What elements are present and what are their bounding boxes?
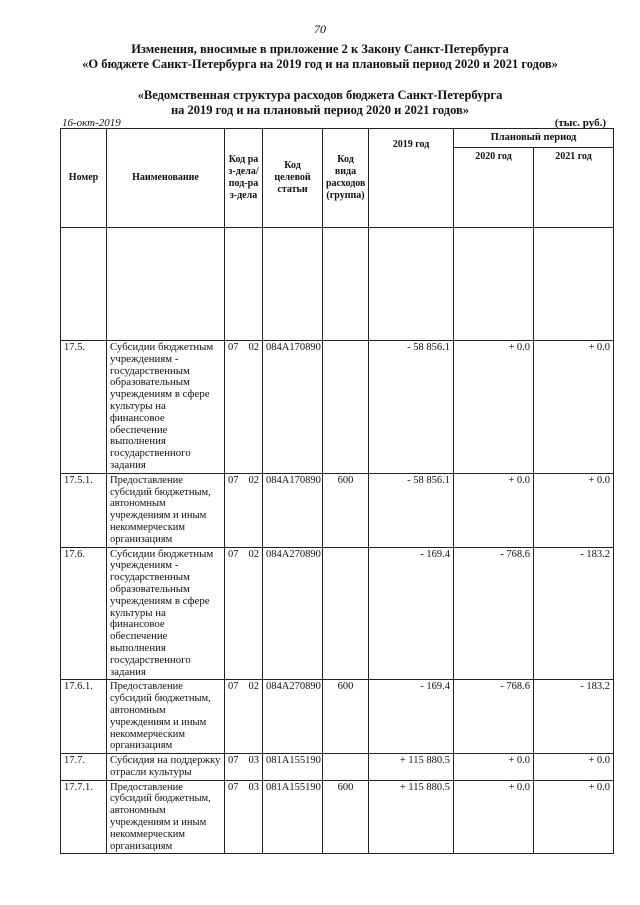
document-subtitle [0,88,640,118]
row-target-code: 084А270890 [263,680,323,754]
title-line-1: Изменения, вносимые в приложение 2 к Закону Санкт-Петербурга [131,42,509,56]
table-row [61,680,614,754]
row-value-2019: - 169.4 [369,680,454,754]
table-spacer-row [61,228,614,341]
row-podrazdel: 03 [248,755,259,767]
row-value-2020: + 0.0 [454,780,534,854]
row-number: 17.7.1. [61,780,107,854]
row-expense-type: 600 [323,680,369,754]
row-section-code [225,547,263,680]
row-value-2019: - 58 856.1 [369,473,454,547]
row-value-2021: + 0.0 [534,754,614,781]
row-number: 17.6.1. [61,680,107,754]
row-razdel: 07 [228,342,239,353]
page-number: 70 [314,22,326,36]
document-date: 16-окт-2019 [62,117,121,129]
row-number: 17.5. [61,341,107,474]
row-name: Субсидии бюджетным учреждениям - государственным образовательным учреждениям в сфере культуры на финансовое обеспечение выполнения государственного задания [107,547,225,680]
table-row [61,754,614,781]
row-razdel: 07 [228,474,239,486]
row-number: 17.5.1. [61,473,107,547]
row-value-2020: - 768.6 [454,547,534,680]
row-value-2020: + 0.0 [454,754,534,781]
row-number: 17.7. [61,754,107,781]
row-razdel: 07 [228,681,239,693]
row-podrazdel: 02 [248,548,259,560]
header-number: Номер [61,129,107,228]
row-target-code: 081А155190 [263,754,323,781]
budget-table [60,128,614,854]
row-section-code [225,473,263,547]
header-section-code: Код раз-дела/ под-раз-дела [225,129,263,228]
header-name: Наименование [107,129,225,228]
header-year-2021: 2021 год [534,148,614,228]
row-expense-type: 600 [323,473,369,547]
row-value-2021: + 0.0 [534,780,614,854]
table-row [61,780,614,854]
row-value-2019: + 115 880.5 [369,754,454,781]
header-expense-type: Код вида расходов (группа) [323,129,369,228]
document-title [0,42,640,72]
row-target-code: 084А170890 [263,341,323,474]
row-name: Субсидия на поддержку отрасли культуры [107,754,225,781]
row-value-2021: - 183.2 [534,547,614,680]
row-section-code [225,341,263,474]
row-name: Предоставление субсидий бюджетным, автономным учреждениям и иным некоммерческим организациям [107,473,225,547]
row-value-2021: + 0.0 [534,473,614,547]
subtitle-line-2: на 2019 год и на плановый период 2020 и 2021 годов» [170,103,470,117]
header-year-2020: 2020 год [454,148,534,228]
header-year-2019: 2019 год [369,129,454,228]
row-expense-type: 600 [323,780,369,854]
subtitle-line-1: «Ведомственная структура расходов бюджета Санкт-Петербурга [137,88,503,102]
header-plan-period: Плановый период [454,129,614,148]
row-value-2021: + 0.0 [534,341,614,474]
table-body [61,228,614,854]
row-podrazdel: 02 [248,474,259,486]
row-value-2020: + 0.0 [454,473,534,547]
row-value-2019: - 58 856.1 [369,341,454,474]
row-expense-type [323,341,369,474]
row-expense-type [323,754,369,781]
row-podrazdel: 03 [248,781,259,793]
row-section-code [225,780,263,854]
row-expense-type [323,547,369,680]
row-razdel: 07 [228,755,239,767]
row-value-2020: + 0.0 [454,341,534,474]
row-section-code [225,754,263,781]
table-row [61,547,614,680]
row-number: 17.6. [61,547,107,680]
table-row [61,473,614,547]
units-label: (тыс. руб.) [554,117,606,129]
row-name: Предоставление субсидий бюджетным, автономным учреждениям и иным некоммерческим организациям [107,680,225,754]
header-target-code: Код целевой статьи [263,129,323,228]
row-razdel: 07 [228,781,239,793]
row-target-code: 081А155190 [263,780,323,854]
row-value-2020: - 768.6 [454,680,534,754]
row-name: Предоставление субсидий бюджетным, автономным учреждениям и иным некоммерческим организациям [107,780,225,854]
row-section-code [225,680,263,754]
row-value-2019: + 115 880.5 [369,780,454,854]
row-target-code: 084А270890 [263,547,323,680]
title-line-2: «О бюджете Санкт-Петербурга на 2019 год и на плановый период 2020 и 2021 годов» [82,57,558,71]
row-name: Субсидии бюджетным учреждениям - государственным образовательным учреждениям в сфере культуры на финансовое обеспечение выполнения государственного задания [107,341,225,474]
table-row [61,341,614,474]
row-podrazdel: 02 [248,342,259,353]
row-podrazdel: 02 [248,681,259,693]
row-value-2019: - 169.4 [369,547,454,680]
row-target-code: 084А170890 [263,473,323,547]
row-razdel: 07 [228,548,239,560]
row-value-2021: - 183.2 [534,680,614,754]
